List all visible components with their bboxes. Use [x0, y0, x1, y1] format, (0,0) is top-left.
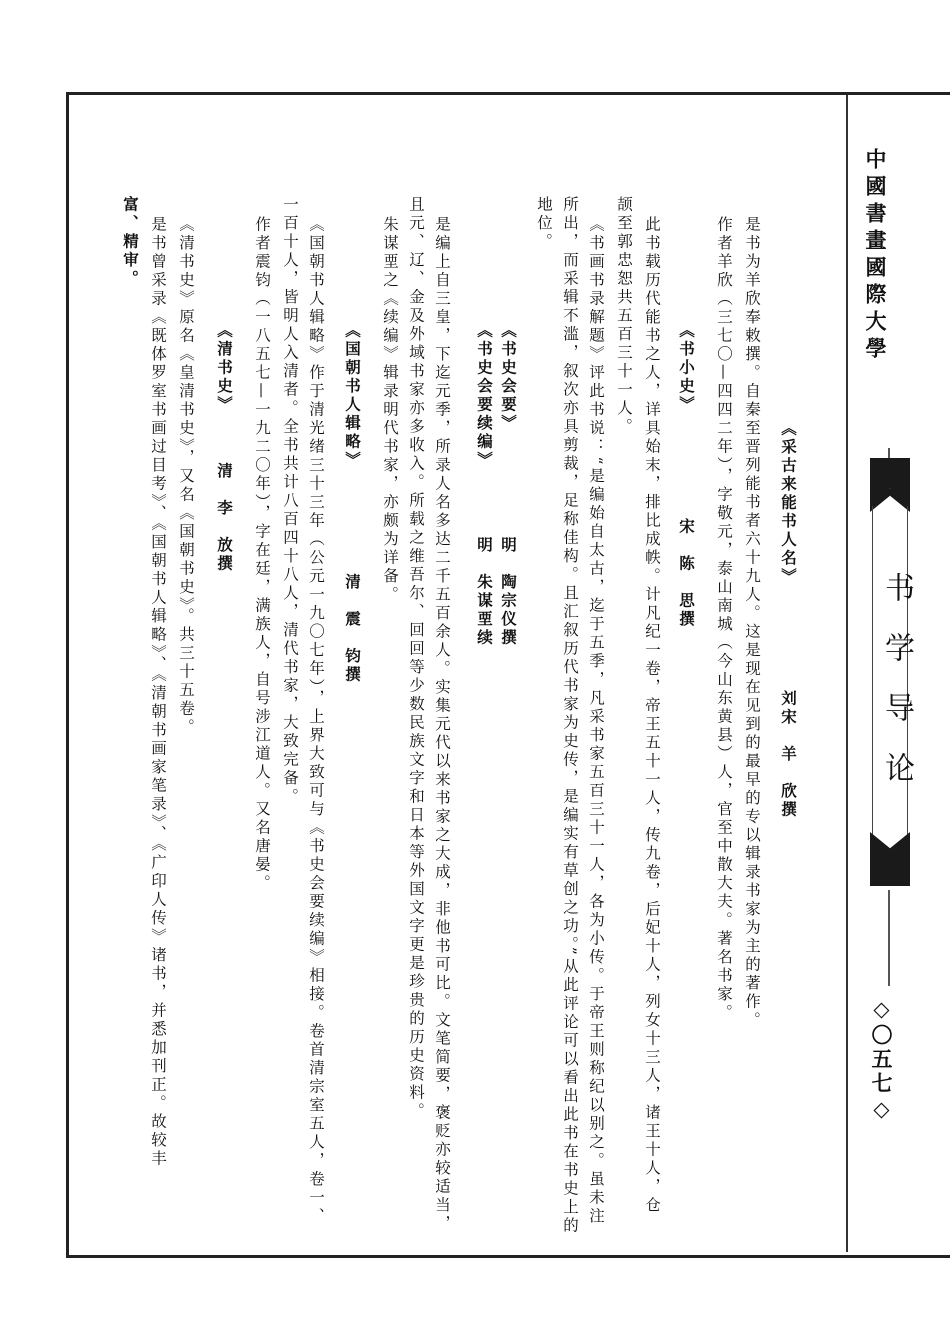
- entry-title: 《书小史》 宋 陈 思撰: [677, 322, 696, 629]
- text-column: 是编上自三皇，下迄元季，所录人名多达二千五百余人。实集元代以来书家之大成，非他书可比。文笔简要，褒贬亦较适当，: [433, 216, 451, 1234]
- text-column: 《清书史》原名《皇清书史》，又名《国朝书史》。共三十五卷。: [177, 216, 195, 737]
- margin-divider: [846, 95, 848, 1252]
- text-column: 颉至郭忠恕共五百三十一人。: [615, 196, 633, 437]
- text-column: 富、精审。: [121, 196, 140, 289]
- page-frame: [66, 92, 950, 1258]
- entry-title: 《清书史》 清 李 放撰: [215, 322, 234, 574]
- text-column: 且元、辽、金及外域书家亦多收入。所载之维吾尔、回回等少数民族文字和日本等外国文字更是珍贵的历史资料。: [407, 196, 425, 1121]
- text-column: 朱谋垔之《续编》辑录明代书家，亦颇为详备。: [381, 216, 399, 605]
- text-column: 是书曾采录《既体罗室书画过目考》、《国朝书人辑略》、《清朝书画家笔录》、《广印人传》诸书，并悉加刊正。故较丰: [149, 216, 167, 1169]
- text-column: 一百十人，皆明人入清者。全书共计八百四十八人，清代书家，大致完备。: [281, 196, 299, 807]
- university-header: 中國書畫國際大學: [863, 148, 888, 364]
- text-column: 地位。: [535, 196, 553, 252]
- text-column: 所出，而采辑不滥，叙次亦具剪裁，足称佳构。且汇叙历代书家为史传，是编实有草创之功。”从此评论可以看出此书在书史上的: [561, 196, 579, 1236]
- text-column: 是书为羊欣奉敕撰。自秦至晋列能书者六十九人。这是现在见到的最早的专以辑录书家为主的著作。: [743, 216, 761, 1030]
- book-title: 书学导论: [879, 572, 914, 812]
- rule-upper: [888, 448, 890, 458]
- entry-title: 《国朝书人辑略》 清 震 钧撰: [343, 322, 362, 685]
- entry-title: 《采古来能书人名》 刘宋 羊 欣撰: [779, 420, 798, 820]
- text-column: 作者震钧（一八五七—一九二〇年），字在廷，满族人，自号涉江道人。又名唐晏。: [253, 216, 271, 893]
- text-column: 此书载历代能书之人，详具始末，排比成帙。计凡纪一卷，帝王五十一人，传九卷，后妃十人，列女十三人，诸王十人，仓: [643, 216, 661, 1215]
- text-column: 《书画书录解题》评此书说：“是编始自太古，迄于五季，凡采书家五百三十一人，各为小传。于帝王则称纪以别之。虽未注: [587, 216, 605, 1226]
- page-number: ◇〇五七◇: [869, 996, 894, 1124]
- text-column: 《国朝书人辑略》作于清光绪三十三年（公元一九〇七年），上界大致可与《书史会要续编》相接。卷首清宗室五人，卷一、: [307, 216, 325, 1226]
- entry-title: 《书史会要续编》 明 朱谋垔续: [475, 322, 494, 648]
- rule-lower: [888, 890, 890, 986]
- entry-title: 《书史会要》 明 陶宗仪撰: [499, 322, 518, 648]
- text-column: 作者羊欣（三七〇—四四二年），字敬元，泰山南城（今山东黄县）人，官至中散大夫。著名书家。: [715, 216, 733, 1023]
